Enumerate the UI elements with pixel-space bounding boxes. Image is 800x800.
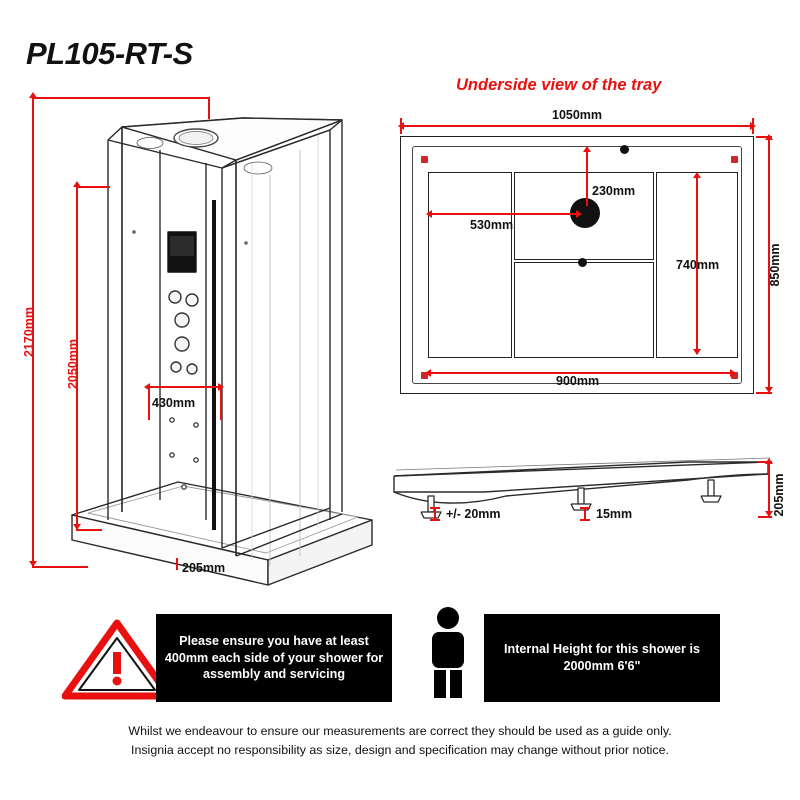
waste-offset-x-label: 530mm xyxy=(470,218,514,232)
tray-height-leader xyxy=(176,558,178,570)
cabin-drawing xyxy=(0,0,400,600)
side-height-label: 205mm xyxy=(772,473,786,517)
tray-depth-tick-top xyxy=(756,136,772,138)
side-elevation-drawing xyxy=(388,440,788,550)
leg-foot-cap-bottom xyxy=(580,519,590,521)
overall-height-leader-top-drop xyxy=(208,97,210,119)
disclaimer-line-2: Insignia accept no responsibility as size, design and specification may change without prior notice. xyxy=(131,742,669,757)
waste-offset-y-label: 230mm xyxy=(592,184,636,198)
leg-adjust-cap-top xyxy=(430,507,440,509)
inner-width-label: 900mm xyxy=(556,374,600,388)
door-width-label: 430mm xyxy=(152,396,196,410)
internal-height-banner-text: Internal Height for this shower is 2000mm 6'6" xyxy=(504,642,700,673)
inner-width-arrow-right xyxy=(730,369,736,377)
waste-offset-y-arrow-top xyxy=(583,146,591,152)
overall-height-leader-bottom xyxy=(32,566,88,568)
side-elevation-svg xyxy=(388,440,788,550)
page-title: PL105-RT-S xyxy=(26,36,193,71)
panel-height-label: 740mm xyxy=(676,258,720,272)
tray-width-label: 1050mm xyxy=(552,108,603,122)
fixing-dot-mid xyxy=(578,258,587,267)
person-icon xyxy=(424,606,472,702)
side-height-tick-bottom xyxy=(758,516,772,518)
cabin-height-label: 2050mm xyxy=(66,338,80,390)
overall-height-leader-top xyxy=(32,97,210,99)
waste-offset-y-dim-line xyxy=(586,150,588,206)
tray-panel-left xyxy=(428,172,512,358)
cabin-height-leader-bottom xyxy=(76,529,102,531)
waste-offset-x-dim-line xyxy=(428,213,580,215)
inner-width-arrow-left xyxy=(425,369,431,377)
tray-corner-dot-tl xyxy=(421,156,428,163)
waste-offset-x-arrow-left xyxy=(426,210,432,218)
leg-adjust-cap-bottom xyxy=(430,519,440,521)
cabin-height-leader-top xyxy=(76,186,110,188)
clearance-banner-text: Please ensure you have at least 400mm each side of your shower for assembly and servicing xyxy=(164,634,384,682)
leg-foot-cap-top xyxy=(580,507,590,509)
waste-offset-x-arrow-right xyxy=(576,210,582,218)
clearance-banner xyxy=(156,614,392,702)
leg-adjust-label: +/- 20mm xyxy=(446,507,501,521)
side-height-tick-top xyxy=(758,461,772,463)
door-width-leader-left xyxy=(148,386,150,420)
panel-height-arrow-bottom xyxy=(693,349,701,355)
tray-width-dim-line xyxy=(400,125,754,127)
overall-height-label: 2170mm xyxy=(22,306,36,358)
door-width-dim-line xyxy=(148,386,222,388)
leg-foot-label: 15mm xyxy=(596,507,633,521)
internal-height-banner xyxy=(484,614,720,702)
tray-height-label: 205mm xyxy=(182,561,226,575)
tray-width-tick-left xyxy=(400,118,402,134)
tray-width-tick-right xyxy=(752,118,754,134)
underside-view-heading: Underside view of the tray xyxy=(456,76,662,94)
side-height-dim-line xyxy=(768,462,770,516)
disclaimer-line-1: Whilst we endeavour to ensure our measurements are correct they should be used as a guide only. xyxy=(128,724,672,738)
disclaimer xyxy=(0,722,800,759)
tray-panel-center-bottom xyxy=(514,262,654,358)
cabin-svg xyxy=(0,0,400,600)
tray-corner-dot-tr xyxy=(731,156,738,163)
panel-height-arrow-top xyxy=(693,172,701,178)
door-width-leader-right xyxy=(220,386,222,420)
fixing-dot-top xyxy=(620,145,629,154)
tray-depth-label: 850mm xyxy=(768,243,782,287)
tray-depth-tick-bottom xyxy=(756,392,772,394)
